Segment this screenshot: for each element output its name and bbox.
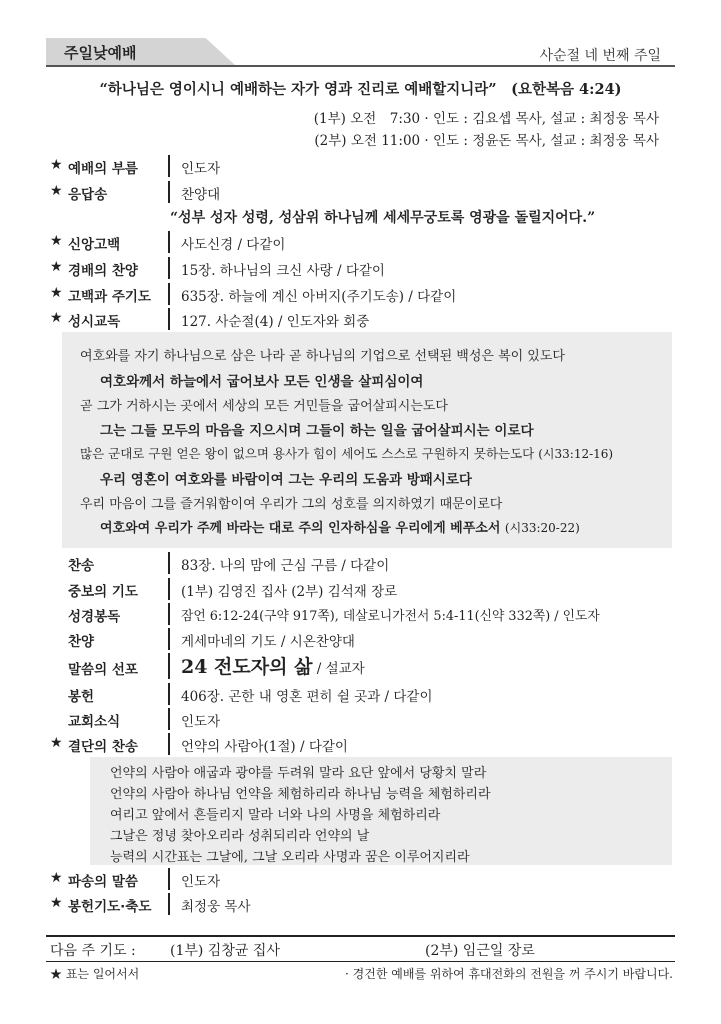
divider [168,283,170,305]
reading-line: 곧 그가 거하시는 곳에서 세상의 모든 거민들을 굽어살피시는도다 [80,399,448,414]
schedule-line-1: (1부) 오전 7:30 · 인도 : 김요셉 목사, 설교 : 최정웅 목사 [313,111,659,127]
order-value: 15장. 하나님의 크신 사랑 / 다같이 [181,263,385,279]
stand-star-icon: ★ [50,157,63,173]
reading-line: 우리 영혼이 여호와를 바람이여 그는 우리의 도움과 방패시로다 [100,472,472,488]
divider [168,231,170,253]
order-label: 결단의 찬송 [68,739,138,755]
reading-line: 많은 군대로 구원 얻은 왕이 없으며 용사가 힘이 세어도 스스로 구원하지 못하는도다 (시33:12-16) [80,446,614,461]
order-value: 인도자 [181,714,221,730]
order-item [50,180,671,204]
order-value: 635장. 하늘에 계신 아버지(주기도송) / 다같이 [181,289,457,305]
stand-note: ★ 표는 일어서서 [50,967,140,981]
stand-star-icon: ★ [50,233,63,249]
divider [168,181,170,203]
sermon-title: 24 전도자의 삶 [181,656,313,678]
order-label: 말씀의 선포 [68,662,138,678]
order-value: 127. 사순절(4) / 인도자와 회중 [181,314,370,330]
theme-verse: “하나님은 영이시니 예배하는 자가 영과 진리로 예배할지니라” (요한복음 4:24) [99,81,622,98]
response-text: “성부 성자 성령, 성삼위 하나님께 세세무궁토록 영광을 돌릴지어다.” [170,210,596,226]
stand-star-icon: ★ [50,259,63,275]
lyric-line: 능력의 시간표는 그날에, 그날 오리라 사명과 꿈은 이루어지리라 [110,850,470,865]
order-value: (1부) 김영진 집사 (2부) 김석재 장로 [181,584,398,600]
reading-line: 여호와여 우리가 주께 바라는 대로 주의 인자하심을 우리에게 베푸소서 (시33:20-22) [100,521,580,536]
next-prayer-2: (2부) 임근일 장로 [425,943,535,959]
order-item [50,652,671,680]
order-value: 찬양대 [181,187,221,203]
page-title: 주일낮예배 [64,44,137,62]
order-label: 성경봉독 [68,609,121,625]
divider [168,628,170,650]
lyric-line: 여리고 앞에서 흔들리지 말라 너와 나의 사명을 체험하리라 [110,808,441,823]
order-item [50,256,671,280]
stand-star-icon: ★ [50,895,63,911]
order-label: 신앙고백 [68,237,121,253]
order-item [50,732,671,756]
reading-line: 그는 그들 모두의 마음을 지으시며 그들이 하는 일을 굽어살피시는 이로다 [100,423,534,439]
stand-star-icon: ★ [50,735,63,751]
footer-divider [46,961,675,962]
stand-star-icon: ★ [50,310,63,326]
phone-note: · 경건한 예배를 위하여 휴대전화의 전원을 꺼 주시기 바랍니다. [345,967,673,981]
order-value: 언약의 사람아(1절) / 다같이 [181,739,348,755]
order-item [50,867,671,891]
order-item [50,892,671,916]
stand-star-icon: ★ [50,285,63,301]
divider [168,653,170,679]
order-label: 경배의 찬양 [68,263,138,279]
divider [168,308,170,330]
order-label: 봉헌기도·축도 [68,899,152,915]
sermon-by: / 설교자 [312,661,365,677]
order-value: 잠언 6:12-24(구약 917쪽), 데살로니가전서 5:4-11(신약 332쪽) / 인도자 [181,609,600,624]
reading-line: 여호와를 자기 하나님으로 삼은 나라 곧 하나님의 기업으로 선택된 백성은 복이 있도다 [80,349,565,364]
order-item [50,307,671,331]
footer-divider [46,935,675,937]
divider [168,257,170,279]
divider [168,552,170,574]
schedule-line-2: (2부) 오전 11:00 · 인도 : 정윤돈 목사, 설교 : 최정웅 목사 [314,133,659,149]
divider [168,708,170,730]
order-item [50,602,671,626]
order-label: 성시교독 [68,314,121,330]
order-item [50,707,671,731]
order-item [50,627,671,651]
order-item [50,551,671,575]
next-prayer-1: (1부) 김창균 집사 [170,943,280,959]
order-label: 봉헌 [68,689,95,705]
next-prayer-label: 다음 주 기도 : [50,943,136,959]
stand-star-icon: ★ [50,870,63,886]
order-value: 인도자 [181,874,221,890]
divider [168,868,170,890]
divider [168,683,170,705]
order-label: 응답송 [68,187,108,203]
divider [168,603,170,625]
header-divider [46,65,675,67]
divider [168,893,170,915]
order-value: 게세마네의 기도 / 시온찬양대 [181,634,355,650]
divider [168,733,170,755]
order-item [50,230,671,254]
lyric-line: 그날은 정녕 찾아오리라 성취되리라 언약의 날 [110,829,370,844]
stand-star-icon: ★ [50,183,63,199]
reading-line: 여호와께서 하늘에서 굽어보사 모든 인생을 살피심이여 [100,374,424,390]
divider [168,578,170,600]
order-item [50,682,671,706]
divider [168,155,170,177]
order-label: 예배의 부름 [68,161,138,177]
order-item [50,282,671,306]
order-value: 최정웅 목사 [181,899,251,915]
order-label: 찬송 [68,558,95,574]
order-label: 교회소식 [68,714,121,730]
responsive-reading-box [62,332,672,548]
order-label: 고백과 주기도 [68,289,151,305]
order-label: 파송의 말씀 [68,874,138,890]
page-subtitle: 사순절 네 번째 주일 [539,48,661,64]
order-item [50,154,671,178]
order-value: 406장. 곤한 내 영혼 편히 쉴 곳과 / 다같이 [181,689,433,705]
order-label: 찬양 [68,634,95,650]
order-value: 83장. 나의 맘에 근심 구름 / 다같이 [181,558,390,574]
order-item [50,577,671,601]
order-label: 중보의 기도 [68,584,138,600]
order-value [181,652,365,679]
lyric-line: 언약의 사람아 애굽과 광야를 두려워 말라 요단 앞에서 당황치 말라 [110,766,487,781]
order-value: 인도자 [181,161,221,177]
order-value: 사도신경 / 다같이 [181,237,286,253]
reading-line: 우리 마음이 그를 즐거워함이여 우리가 그의 성호를 의지하였기 때문이로다 [80,497,503,512]
lyric-line: 언약의 사람아 하나님 언약을 체험하리라 하나님 능력을 체험하리라 [110,787,491,802]
